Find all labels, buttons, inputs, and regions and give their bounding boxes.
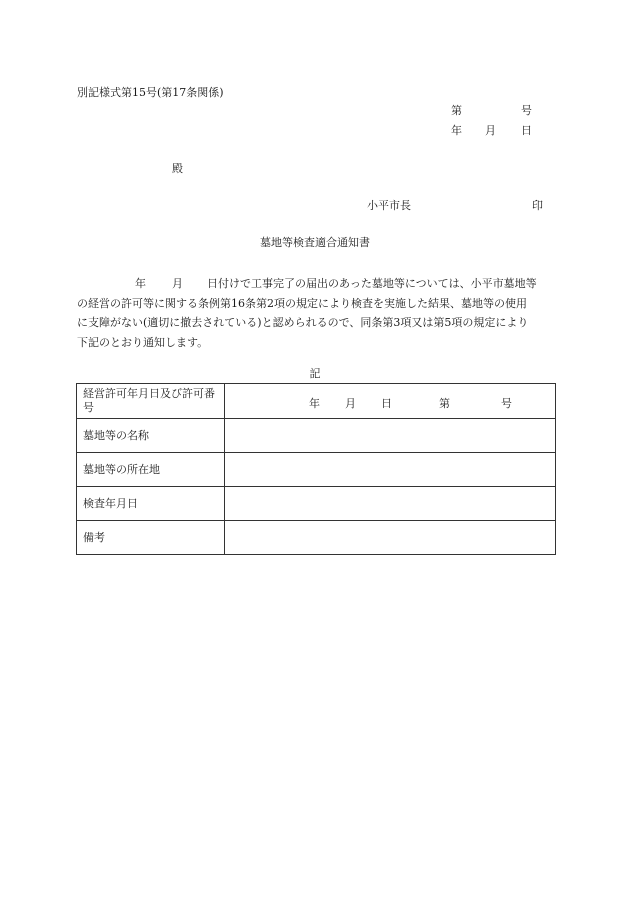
table-row (77, 453, 556, 487)
remarks-value-cell[interactable] (225, 521, 556, 555)
table-row (77, 419, 556, 453)
permit-value-cell[interactable] (225, 384, 556, 419)
issuer-seal: 印 (532, 199, 543, 212)
notice-body (77, 274, 555, 352)
table-row (77, 521, 556, 555)
document-title: 墓地等検査適合通知書 (260, 236, 370, 249)
inspection-date-value-cell[interactable] (225, 487, 556, 521)
body-line-1-rest: 日付けで工事完了の届出のあった墓地等については、小平市墓地等 (207, 277, 537, 290)
body-line-4: 下記のとおり通知します。 (77, 335, 209, 349)
table-row (77, 384, 556, 419)
table-label-cell (77, 453, 225, 487)
permit-number-suffix: 号 (501, 397, 512, 410)
issuer-title: 小平市長 (367, 199, 411, 212)
addressee-honorific: 殿 (172, 162, 183, 175)
form-label: 別記様式第15号(第17条関係) (77, 86, 224, 99)
issue-date-month: 月 (485, 124, 496, 137)
inspection-date-label: 検査年月日 (83, 496, 138, 510)
table-label-cell (77, 384, 225, 419)
inspection-detail-table (76, 383, 556, 555)
permit-day: 日 (381, 397, 392, 410)
issue-date-day: 日 (521, 124, 532, 137)
cemetery-location-value-cell[interactable] (225, 453, 556, 487)
document-number-prefix: 第 (451, 104, 462, 117)
cemetery-name-label: 墓地等の名称 (83, 428, 149, 442)
body-line-3: に支障がない(適切に撤去されている)と認められるので、同条第3項又は第5項の規定により (77, 316, 529, 329)
table-label-cell (77, 487, 225, 521)
issue-date-year: 年 (451, 124, 462, 137)
cemetery-name-value-cell[interactable] (225, 419, 556, 453)
table-row (77, 487, 556, 521)
remarks-label: 備考 (83, 530, 105, 544)
permit-number-prefix: 第 (439, 397, 450, 410)
ki-label: 記 (309, 367, 321, 380)
table-label-cell (77, 419, 225, 453)
permit-label: 経営許可年月日及び許可番号 (83, 387, 215, 414)
body-line-2: の経営の許可等に関する条例第16条第2項の規定により検査を実施した結果、墓地等の使用 (77, 296, 527, 310)
table-label-cell (77, 521, 225, 555)
document-number-suffix: 号 (521, 104, 532, 117)
cemetery-location-label: 墓地等の所在地 (83, 462, 160, 476)
body-month: 月 (172, 277, 183, 290)
permit-month: 月 (345, 397, 356, 410)
body-year: 年 (135, 277, 146, 290)
body-line-1 (77, 274, 555, 294)
permit-year: 年 (309, 397, 320, 410)
